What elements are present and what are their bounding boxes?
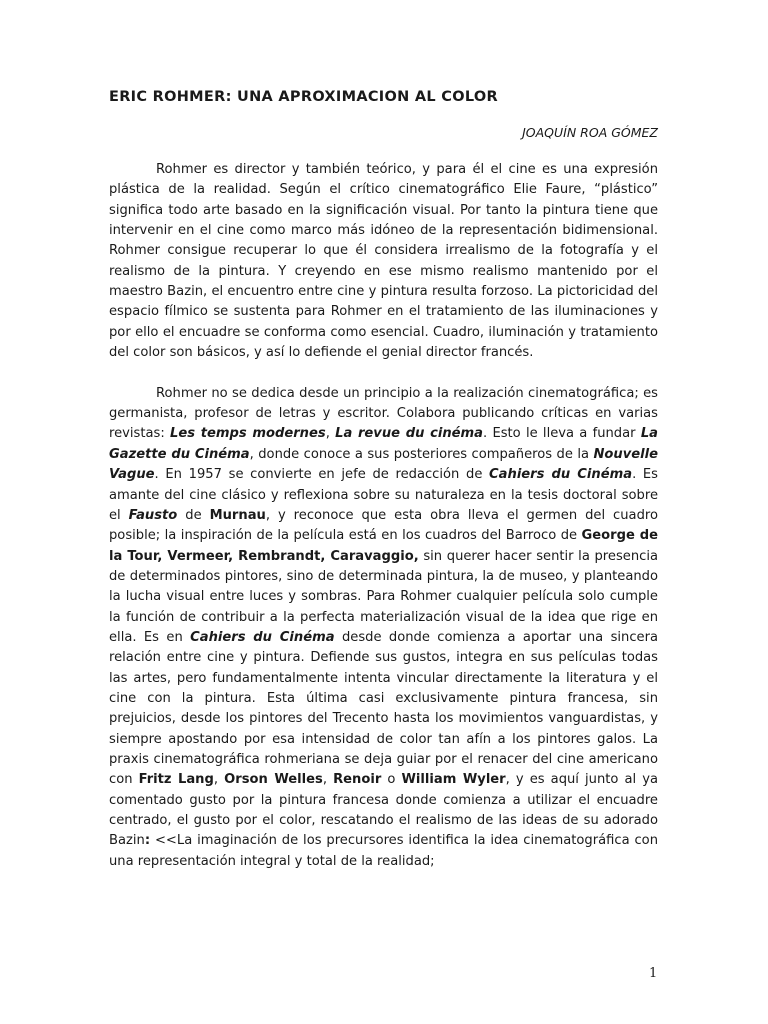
page-number: 1 <box>649 966 658 981</box>
italic-bold-title: Cahiers du Cinéma <box>489 467 633 483</box>
document-body <box>109 160 658 872</box>
bold-name: : <box>144 833 151 849</box>
text-run: , donde conoce a sus posteriores compañeros de la <box>249 446 594 462</box>
body-paragraph <box>109 384 658 872</box>
bold-name: Renoir <box>333 772 382 788</box>
text-run: Rohmer no se dedica desde un principio a la realización cinematográfica; es germanista, profesor de letras y escritor. Colabora publicando críticas en varias revistas: <box>109 385 658 442</box>
text-run: . Es amante del cine clásico y reflexiona sobre su naturaleza en la tesis doctoral sobre el <box>109 467 658 523</box>
text-run: . Esto le lleva a fundar <box>483 426 641 442</box>
italic-bold-title: La revue du cinéma <box>335 426 484 442</box>
document-author: JOAQUÍN ROA GÓMEZ <box>522 125 658 140</box>
italic-bold-title: Les temps modernes <box>170 426 326 442</box>
document-title: ERIC ROHMER: UNA APROXIMACION AL COLOR <box>109 89 498 105</box>
text-run: desde donde comienza a aportar una sincera relación entre cine y pintura. Defiende sus gustos, integra en sus películas todas las artes, pero fundamentalmente intenta vincular directamente la literatura y el cine con la pintura. Esta última casi exclusivamente pintura francesa, sin prejuicios, desde los pintores del Trecento hasta los movimientos vanguardistas, y siempre apostando por esa intensidad de color tan afín a los pintores galos. La praxis cinematográfica rohmeriana se deja guiar por el renacer del cine americano con <box>109 629 658 788</box>
bold-name: Orson Welles <box>224 772 323 788</box>
bold-name: Murnau <box>209 507 266 523</box>
text-run: , <box>322 772 334 788</box>
bold-name: George de la Tour, Vermeer, Rembrandt, Caravaggio, <box>109 528 659 564</box>
bold-name: Fritz Lang <box>138 772 214 788</box>
italic-bold-title: Cahiers du Cinéma <box>190 629 335 645</box>
italic-bold-title: Nouvelle Vague <box>109 446 658 483</box>
text-run: , y es aquí junto al ya comentado gusto por la pintura francesa donde comienza a utilizar el encuadre centrado, el gusto por el color, rescatando el realismo de las ideas de su adorado Bazin <box>109 772 658 849</box>
body-paragraph <box>109 160 658 363</box>
italic-bold-title: La Gazette du Cinéma <box>109 426 658 462</box>
text-run: , y reconoce que esta obra lleva el germen del cuadro posible; la inspiración de la película está en los cuadros del Barroco de <box>109 507 658 544</box>
text-run: sin querer hacer sentir la presencia de determinados pintores, sino de determinada pintura, la de museo, y planteando la lucha visual entre luces y sombras. Para Rohmer cualquier película solo cumple la función de contribuir a la perfecta materialización visual de la idea que rige en ella. Es en <box>109 548 658 645</box>
text-run: <<La imaginación de los precursores identifica la idea cinematográfica con una representación integral y total de la realidad; <box>109 833 658 869</box>
text-run: , <box>213 772 225 788</box>
bold-name: William Wyler <box>401 772 506 788</box>
italic-bold-title: Fausto <box>128 507 178 523</box>
text-run: de <box>177 507 210 523</box>
text-run: . En 1957 se convierte en jefe de redacción de <box>154 467 490 483</box>
text-run: , <box>325 426 336 442</box>
text-run: Rohmer es director y también teórico, y para él el cine es una expresión plástica de la realidad. Según el crítico cinematográfico Elie Faure, “plástico” significa todo arte basado en la significación visual. Por tanto la pintura tiene que intervenir en el cine como marco más idóneo de la representación bidimensional. Rohmer consigue recuperar lo que él considera irrealismo de la fotografía y el realismo de la pintura. Y creyendo en ese mismo realismo mantenido por el maestro Bazin, el encuentro entre cine y pintura resulta forzoso. La pictoricidad del espacio fílmico se sustenta para Rohmer en el tratamiento de las iluminaciones y por ello el encuadre se conforma como esencial. Cuadro, iluminación y tratamiento del color son básicos, y así lo defiende el genial director francés. <box>109 162 658 361</box>
text-run: o <box>381 772 402 788</box>
